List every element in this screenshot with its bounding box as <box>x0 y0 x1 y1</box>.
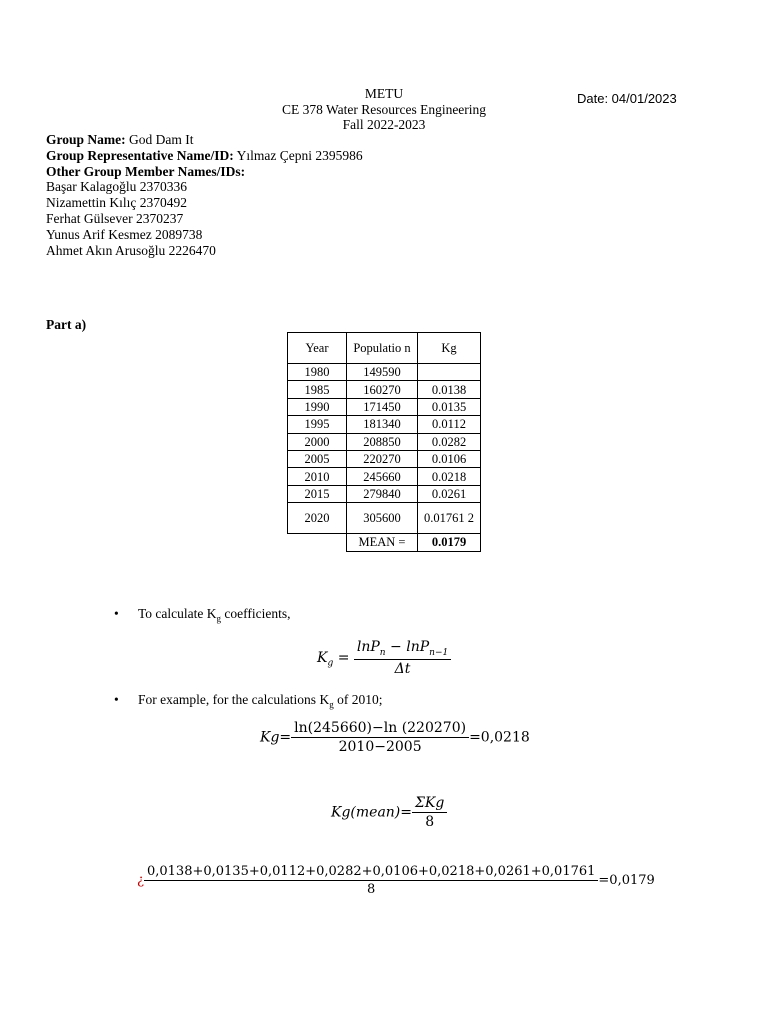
year-cell: 1990 <box>288 398 347 415</box>
table-row <box>288 416 481 433</box>
year-cell: 2020 <box>288 503 347 534</box>
table-row <box>288 503 481 534</box>
population-cell: 245660 <box>347 468 418 485</box>
member-item: Ahmet Akın Arusoğlu 2226470 <box>46 242 216 258</box>
kg-formula: $K_g$ = $\frac{\ln P_n - \ln P_{n-1}}{\Delta t}$ <box>317 639 451 677</box>
table-header-row <box>288 333 481 364</box>
institution-title: METU <box>364 86 404 101</box>
formula-fraction: $\frac{\ln(245660)-\ln (220270)}{2010-2005}$ <box>291 720 469 755</box>
bullet-dot-icon: • <box>114 692 119 707</box>
header-cell-population: Populatio n <box>347 333 418 364</box>
error-glyph: ¿ <box>137 873 144 888</box>
year-cell: 2005 <box>288 450 347 467</box>
kg-cell: 0.0261 <box>418 485 481 502</box>
document-header <box>200 86 568 133</box>
bullet-item <box>114 692 119 708</box>
other-members-label: Other Group Member Names/IDs: <box>46 163 246 179</box>
kg-cell: 0.0138 <box>418 381 481 398</box>
formula-fraction: $\frac{\ln P_n - \ln P_{n-1}}{\Delta t}$ <box>354 639 451 677</box>
group-rep-label: Group Representative Name/ID: <box>46 147 234 163</box>
group-name: God Dam It <box>129 132 194 147</box>
group-name-line <box>46 132 363 148</box>
year-cell: 1980 <box>288 364 347 381</box>
kg-mean-formula: Kg(mean)= $\frac{\text{ΣKg}}{8}$ <box>331 795 447 830</box>
other-members-line <box>46 164 363 180</box>
mean-calculation-formula: ¿ $\frac{0,0138+0,0135+0,0112+0,0282+0,0106+0,0218+0,0261+0,01761}{8}$ =0,0179 <box>137 864 655 897</box>
group-name-label: Group Name: <box>46 132 126 147</box>
bullet-text-2: For example, for the calculations $K_g$ of 2010; <box>138 692 383 710</box>
bullet-text-1: To calculate $K_g$ coefficients, <box>138 606 291 624</box>
population-cell: 160270 <box>347 381 418 398</box>
group-rep-line <box>46 148 363 164</box>
formula-fraction: $\frac{0,0138+0,0135+0,0112+0,0282+0,0106+0,0218+0,0261+0,01761}{8}$ <box>144 864 598 897</box>
population-table <box>287 332 481 552</box>
bullet-item <box>114 606 119 622</box>
table-mean-row <box>288 534 481 551</box>
kg-cell: 0.0135 <box>418 398 481 415</box>
kg-cell: 0.0112 <box>418 416 481 433</box>
population-cell: 305600 <box>347 503 418 534</box>
mean-label: MEAN = <box>347 534 418 551</box>
header-cell-kg: Kg <box>418 333 481 364</box>
year-cell: 1985 <box>288 381 347 398</box>
kg-2010-formula: Kg= $\frac{\ln(245660)-\ln (220270)}{2010-2005}$ =0,0218 <box>260 720 530 755</box>
table-row <box>288 364 481 381</box>
bullet-dot-icon: • <box>114 606 119 621</box>
date-label: Date: 04/01/2023 <box>577 91 677 106</box>
kg-cell: 0.0218 <box>418 468 481 485</box>
population-cell: 171450 <box>347 398 418 415</box>
population-cell: 181340 <box>347 416 418 433</box>
mean-value: 0.0179 <box>418 534 481 551</box>
kg-cell: 0.0106 <box>418 450 481 467</box>
kg-cell: 0.01761 2 <box>418 503 481 534</box>
table-row <box>288 468 481 485</box>
population-cell: 208850 <box>347 433 418 450</box>
empty-cell <box>288 534 347 551</box>
course-title: CE 378 Water Resources Engineering <box>281 101 487 117</box>
year-cell: 2015 <box>288 485 347 502</box>
group-info <box>46 132 363 258</box>
table-row <box>288 398 481 415</box>
year-cell: 2000 <box>288 433 347 450</box>
population-cell: 279840 <box>347 485 418 502</box>
part-title: Part a) <box>46 317 87 332</box>
member-item: Başar Kalagoğlu 2370336 <box>46 179 187 195</box>
table-row <box>288 433 481 450</box>
table-row <box>288 450 481 467</box>
member-item: Nizamettin Kılıç 2370492 <box>46 195 187 211</box>
kg-cell <box>418 364 481 381</box>
year-cell: 2010 <box>288 468 347 485</box>
table-row <box>288 485 481 502</box>
formula-fraction: $\frac{\text{ΣKg}}{8}$ <box>412 795 447 830</box>
population-cell: 149590 <box>347 364 418 381</box>
kg-cell: 0.0282 <box>418 433 481 450</box>
table-row <box>288 381 481 398</box>
term-label: Fall 2022-2023 <box>342 117 426 132</box>
population-cell: 220270 <box>347 450 418 467</box>
member-item: Ferhat Gülsever 2370237 <box>46 210 184 226</box>
member-item: Yunus Arif Kesmez 2089738 <box>46 226 203 242</box>
header-cell-year: Year <box>288 333 347 364</box>
group-rep: Yılmaz Çepni 2395986 <box>236 147 363 163</box>
year-cell: 1995 <box>288 416 347 433</box>
